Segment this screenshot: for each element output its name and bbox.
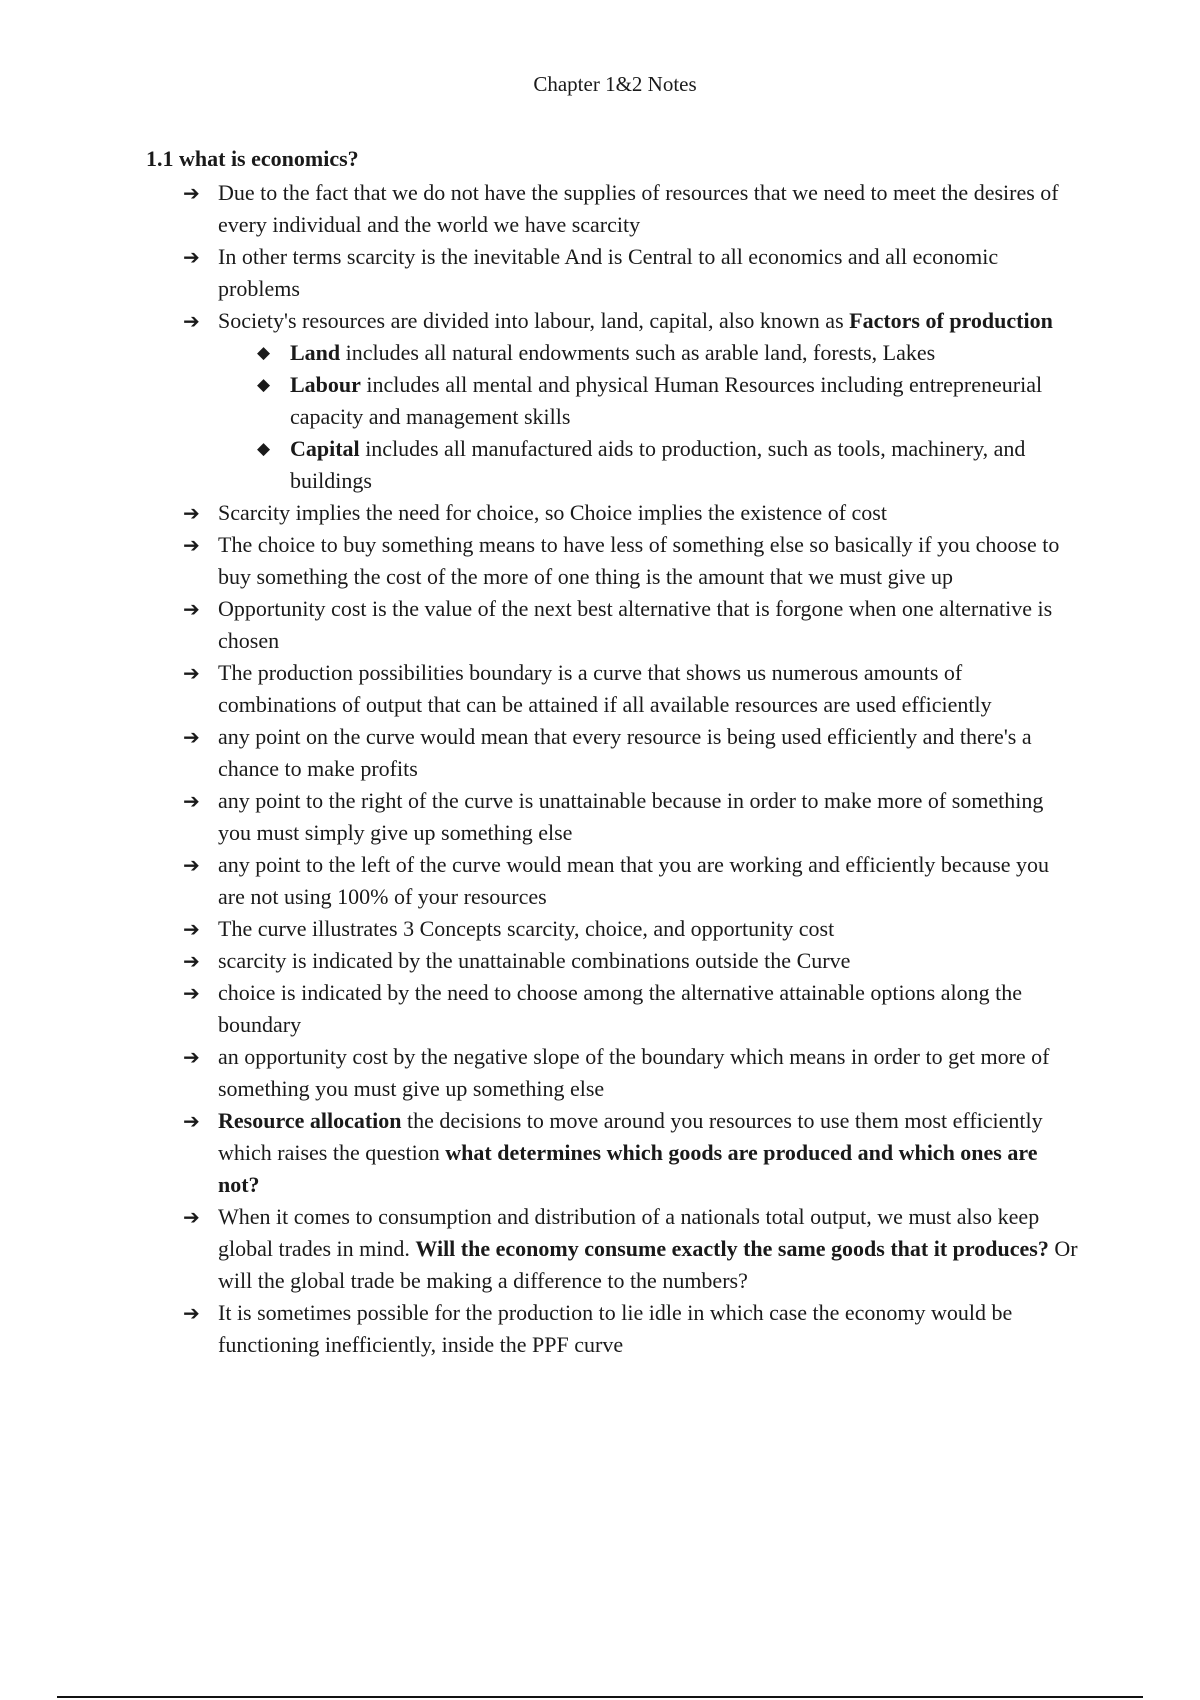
list-item: ➔ Society's resources are divided into labour, land, capital, also known as Factors of production [0,305,1200,337]
arrow-icon: ➔ [183,597,200,621]
arrow-icon: ➔ [183,181,200,205]
arrow-icon: ➔ [183,725,200,749]
bottom-rule [57,1696,1143,1698]
arrow-icon: ➔ [183,1045,200,1069]
arrow-icon: ➔ [183,309,200,333]
arrow-icon: ➔ [183,245,200,269]
list-item: ➔ The curve illustrates 3 Concepts scarcity, choice, and opportunity cost [0,913,1200,945]
arrow-icon: ➔ [183,981,200,1005]
sub-list-item: ◆ Land includes all natural endowments such as arable land, forests, Lakes [0,337,1200,369]
list-item: ➔ In other terms scarcity is the inevitable And is Central to all economics and all economic problems [0,241,1200,305]
list-item: ➔ It is sometimes possible for the production to lie idle in which case the economy would be functioning inefficiently, inside the PPF curve [0,1297,1200,1361]
list-item: ➔ an opportunity cost by the negative slope of the boundary which means in order to get more of something you must give up something else [0,1041,1200,1105]
list-item: ➔ When it comes to consumption and distribution of a nationals total output, we must also keep global trades in mind. Will the economy consume exactly the same goods that it produces? Or will the global trade be making a difference to the numbers? [0,1201,1200,1297]
list-item: ➔ any point on the curve would mean that every resource is being used efficiently and there's a chance to make profits [0,721,1200,785]
section-heading: 1.1 what is economics? [146,146,359,171]
arrow-icon: ➔ [183,501,200,525]
list-item: ➔ Opportunity cost is the value of the next best alternative that is forgone when one alternative is chosen [0,593,1200,657]
list-item: ➔ Resource allocation the decisions to move around you resources to use them most efficiently which raises the question what determines which goods are produced and which ones are not? [0,1105,1200,1201]
diamond-icon: ◆ [257,439,271,459]
arrow-icon: ➔ [183,789,200,813]
arrow-icon: ➔ [183,1205,200,1229]
arrow-icon: ➔ [183,533,200,557]
list-item: ➔ Due to the fact that we do not have the supplies of resources that we need to meet the desires of every individual and the world we have scarcity [0,177,1200,241]
diamond-icon: ◆ [257,375,271,395]
list-item: ➔ Scarcity implies the need for choice, so Choice implies the existence of cost [0,497,1200,529]
arrow-icon: ➔ [183,917,200,941]
diamond-icon: ◆ [257,343,271,363]
list-item: ➔ any point to the right of the curve is unattainable because in order to make more of something you must simply give up something else [0,785,1200,849]
list-item: ➔ The choice to buy something means to have less of something else so basically if you choose to buy something the cost of the more of one thing is the amount that we must give up [0,529,1200,593]
list-item: ➔ choice is indicated by the need to choose among the alternative attainable options along the boundary [0,977,1200,1041]
sub-list-item: ◆ Labour includes all mental and physical Human Resources including entrepreneurial capacity and management skills [0,369,1200,433]
list-item: ➔ any point to the left of the curve would mean that you are working and efficiently because you are not using 100% of your resources [0,849,1200,913]
arrow-icon: ➔ [183,1109,200,1133]
sub-list-item: ◆ Capital includes all manufactured aids to production, such as tools, machinery, and buildings [0,433,1200,497]
arrow-icon: ➔ [183,1301,200,1325]
list-item: ➔ The production possibilities boundary is a curve that shows us numerous amounts of combinations of output that can be attained if all available resources are used efficiently [0,657,1200,721]
list-item: ➔ scarcity is indicated by the unattainable combinations outside the Curve [0,945,1200,977]
arrow-icon: ➔ [183,853,200,877]
page-title: Chapter 1&2 Notes [533,72,697,96]
arrow-icon: ➔ [183,661,200,685]
notes-list [0,177,1200,1361]
arrow-icon: ➔ [183,949,200,973]
